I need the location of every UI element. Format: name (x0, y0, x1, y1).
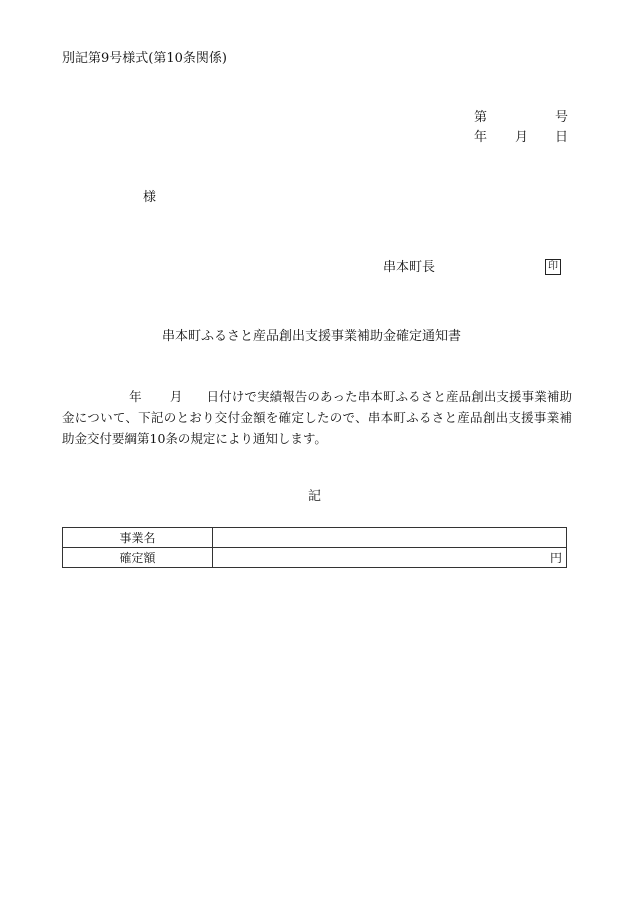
date-month: 月 (515, 130, 529, 145)
ki-heading: 記 (308, 489, 322, 504)
issuer-name: 串本町長 (383, 260, 436, 275)
info-table (62, 527, 567, 568)
doc-number-suffix: 号 (555, 110, 569, 125)
body-text: 日付けで実績報告のあった串本町ふるさと産品創出支援事業補助金について、下記のとおり交付金額を確定したので、串本町ふるさと産品創出支援事業補助金交付要綱第10条の規定により通知します。 (62, 389, 572, 446)
form-label: 別記第9号様式(第10条関係) (62, 51, 227, 66)
addressee-suffix: 様 (143, 190, 157, 205)
date-day: 日 (555, 130, 569, 145)
row-label: 確定額 (63, 548, 213, 568)
body-paragraph (62, 386, 572, 449)
row-value: 円 (213, 548, 567, 568)
document-title: 串本町ふるさと産品創出支援事業補助金確定通知書 (162, 329, 462, 344)
body-year: 年 (129, 389, 142, 404)
table-row (63, 528, 567, 548)
body-month: 月 (169, 389, 183, 404)
row-value (213, 528, 567, 548)
seal-mark: 印 (545, 259, 561, 275)
date-year: 年 (474, 130, 488, 145)
doc-number-prefix: 第 (474, 110, 488, 125)
row-label: 事業名 (63, 528, 213, 548)
table-row (63, 548, 567, 568)
